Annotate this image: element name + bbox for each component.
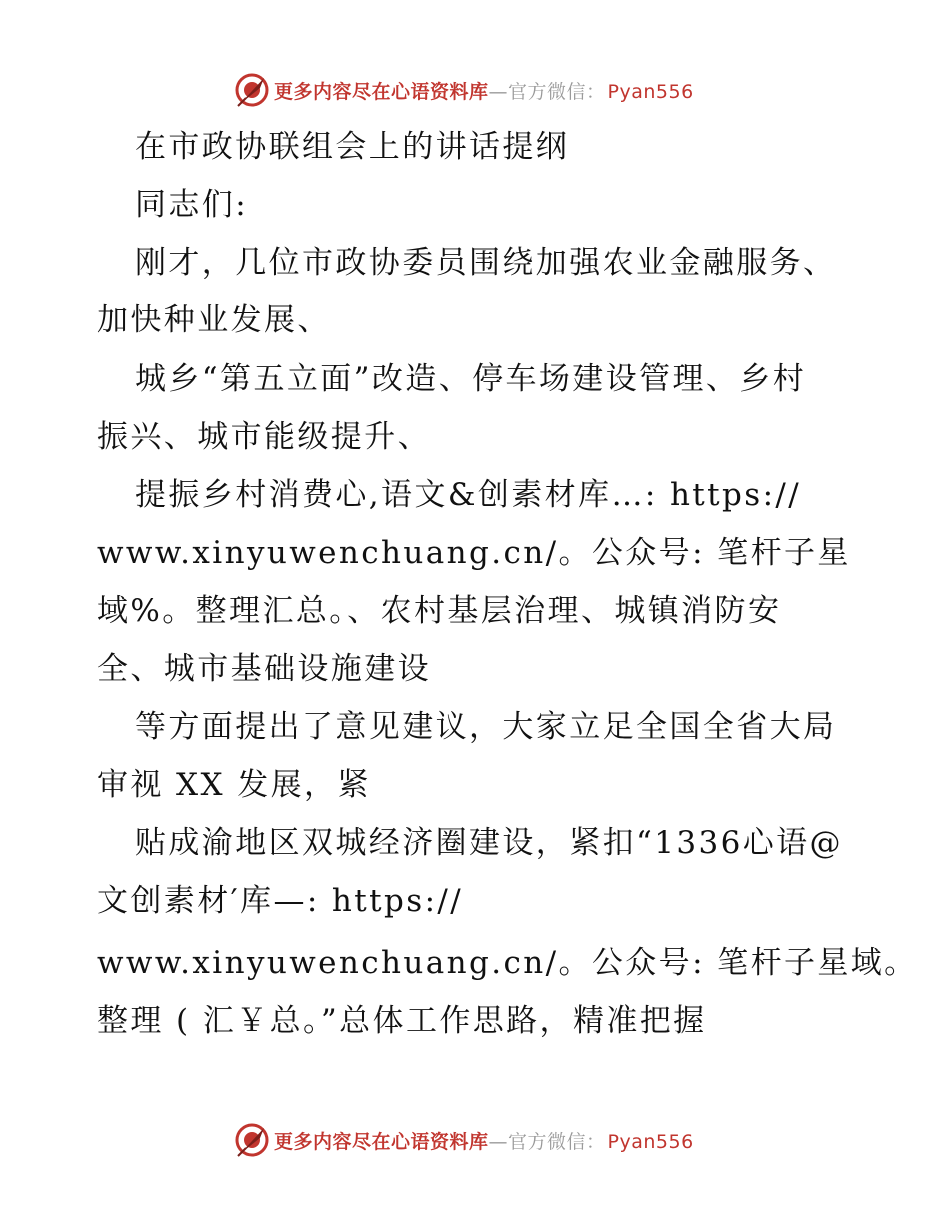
paragraph-line: 加快种业发展、 bbox=[97, 302, 331, 338]
paragraph-line: 整理 ( 汇￥总。”总体工作思路，精准把握 bbox=[97, 1003, 707, 1039]
paragraph-line: 等方面提出了意见建议，大家立足全国全省大局 bbox=[135, 709, 837, 745]
quill-logo-icon bbox=[234, 1122, 270, 1158]
header-banner-main: 更多内容尽在心语资料库 bbox=[274, 80, 489, 103]
header-banner bbox=[234, 70, 734, 110]
paragraph-line: 域%。整理汇总。、农村基层治理、城镇消防安 bbox=[97, 593, 782, 629]
paragraph-line: 文创素材′库—: https:// bbox=[97, 883, 464, 919]
header-banner-dash: —官方微信： bbox=[488, 80, 606, 103]
document-title: 在市政协联组会上的讲话提纲 bbox=[135, 129, 570, 165]
header-banner-text bbox=[274, 77, 694, 104]
paragraph-line: www.xinyuwenchuang.cn/。公众号: 笔杆子星 bbox=[97, 535, 851, 571]
paragraph-line: 城乡“第五立面”改造、停车场建设管理、乡村 bbox=[135, 361, 807, 397]
paragraph-line: 提振乡村消费心,语文&创素材库…: https:// bbox=[135, 477, 802, 513]
header-banner-wechat-id: Pyan556 bbox=[607, 80, 694, 103]
footer-banner-dash: —官方微信： bbox=[488, 1130, 606, 1153]
paragraph-line: 审视 XX 发展，紧 bbox=[97, 767, 371, 803]
footer-banner bbox=[234, 1120, 734, 1160]
footer-banner-wechat-id: Pyan556 bbox=[607, 1130, 694, 1153]
paragraph-line: 贴成渝地区双城经济圈建设，紧扣“1336心语@ bbox=[135, 825, 843, 861]
paragraph-line: 全、城市基础设施建设 bbox=[97, 651, 431, 687]
paragraph-line: www.xinyuwenchuang.cn/。公众号: 笔杆子星域。 bbox=[97, 945, 918, 981]
footer-banner-text bbox=[274, 1127, 694, 1154]
paragraph-line: 刚才，几位市政协委员围绕加强农业金融服务、 bbox=[135, 245, 837, 281]
paragraph-line: 振兴、城市能级提升、 bbox=[97, 419, 431, 455]
footer-banner-main: 更多内容尽在心语资料库 bbox=[274, 1130, 489, 1153]
salutation: 同志们: bbox=[135, 187, 249, 223]
quill-logo-icon bbox=[234, 72, 270, 108]
